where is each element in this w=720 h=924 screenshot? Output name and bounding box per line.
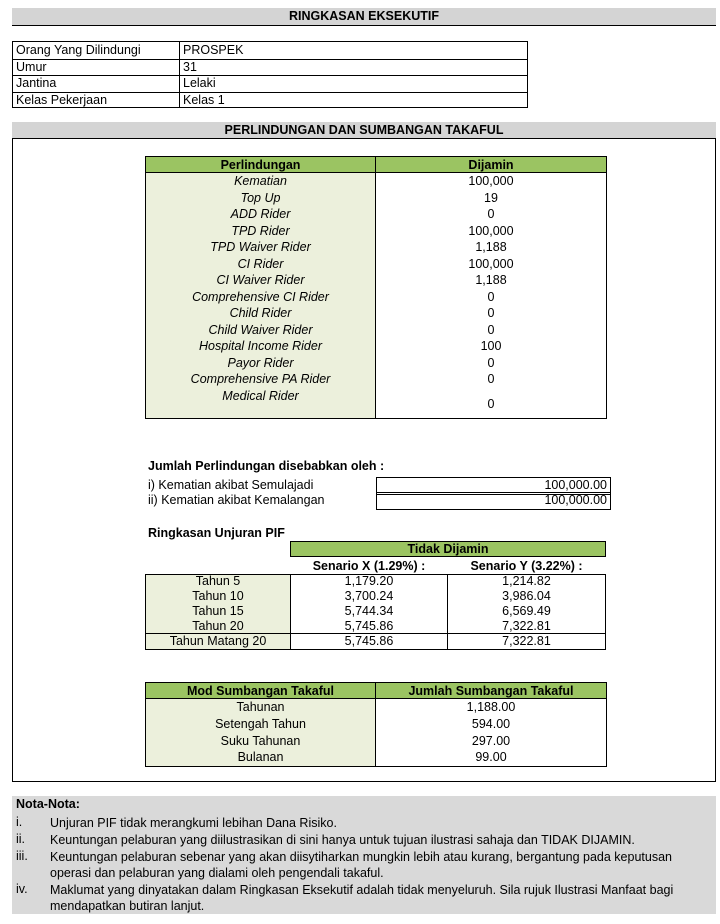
sum-assured-value: 100,000.00	[376, 477, 611, 495]
note-number: i.	[16, 815, 23, 829]
pif-year-label: Tahun 15	[192, 604, 244, 618]
info-label: Orang Yang Dilindungi	[16, 43, 141, 57]
contribution-amount: 594.00	[471, 717, 511, 731]
pif-x-value: 1,179.20	[344, 574, 394, 588]
protection-name: Child Waiver Rider	[208, 322, 313, 337]
protection-name: CI Waiver Rider	[216, 273, 305, 287]
pif-heading: Ringkasan Unjuran PIF	[148, 526, 285, 540]
note-text: Keuntungan pelaburan sebenar yang akan diisytiharkan mungkin lebih atau kurang, bergantung pada keputusan operasi dan pelaburan yang dialami oleh pengendali takaful.	[50, 850, 672, 880]
protection-value: 100,000	[468, 174, 514, 188]
protection-value: 0	[487, 322, 495, 337]
contribution-amount: 1,188.00	[466, 700, 516, 714]
info-value: Kelas 1	[179, 92, 527, 109]
note-number: ii.	[16, 832, 26, 846]
info-value: Lelaki	[179, 75, 527, 92]
pif-maturity-y-value: 7,322.81	[502, 634, 551, 648]
protection-header: Perlindungan	[145, 156, 376, 173]
note-text: Keuntungan pelaburan yang diilustrasikan di sini hanya untuk tujuan ilustrasi sahaja dan TIDAK DIJAMIN.	[50, 833, 635, 847]
pif-x-value: 5,745.86	[344, 619, 394, 633]
contribution-mode-header: Mod Sumbangan Takaful	[145, 682, 376, 699]
protection-value: 100,000	[468, 223, 514, 238]
contribution-amount: 297.00	[471, 734, 511, 748]
protection-value: 0	[487, 397, 495, 411]
protection-name: Medical Rider	[222, 388, 299, 403]
contribution-amount: 99.00	[475, 750, 507, 764]
info-row-age	[13, 59, 527, 77]
pif-year-label: Tahun 5	[195, 574, 241, 588]
protection-value: 0	[487, 289, 495, 304]
info-label: Umur	[16, 59, 47, 74]
pif-maturity-x-value: 5,745.86	[344, 634, 394, 648]
pif-y-value: 6,569.49	[502, 604, 551, 618]
info-value: PROSPEK	[179, 42, 527, 59]
sum-assured-label: ii) Kematian akibat Kemalangan	[148, 493, 325, 507]
scenario-x-header: Senario X (1.29%) :	[312, 559, 426, 573]
protection-name: CI Rider	[237, 256, 284, 271]
protection-name: Hospital Income Rider	[199, 339, 322, 353]
pif-y-value: 1,214.82	[502, 574, 551, 588]
sum-assured-value: 100,000.00	[376, 492, 611, 510]
note-text: Unjuran PIF tidak merangkumi lebihan Dana Risiko.	[50, 816, 337, 830]
protection-value: 0	[487, 372, 495, 386]
info-row-gender	[13, 75, 527, 93]
section-title: PERLINDUNGAN DAN SUMBANGAN TAKAFUL	[12, 122, 716, 139]
guaranteed-header: Dijamin	[375, 156, 607, 173]
protection-value: 100,000	[468, 256, 514, 271]
sum-assured-heading: Jumlah Perlindungan disebabkan oleh :	[148, 459, 385, 473]
protection-name: Top Up	[240, 190, 281, 205]
info-value: 31	[179, 59, 527, 76]
protection-value: 1,188	[475, 273, 507, 287]
protection-name: Comprehensive PA Rider	[190, 372, 331, 386]
protection-value: 0	[487, 355, 495, 370]
contribution-mode: Setengah Tahun	[215, 717, 306, 731]
sum-assured-label: i) Kematian akibat Semulajadi	[148, 478, 314, 492]
info-label: Kelas Pekerjaan	[16, 92, 108, 107]
protection-value: 1,188	[475, 240, 507, 254]
contribution-mode: Tahunan	[236, 700, 285, 714]
insured-info-table	[12, 41, 528, 108]
protection-value: 0	[487, 207, 495, 221]
contribution-amount-header: Jumlah Sumbangan Takaful	[375, 682, 607, 699]
protection-name: Kematian	[234, 174, 287, 188]
protection-value: 0	[487, 306, 495, 320]
protection-name: Comprehensive CI Rider	[192, 289, 329, 304]
protection-value: 100	[480, 339, 502, 353]
info-row-insured	[13, 42, 527, 60]
page-title: RINGKASAN EKSEKUTIF	[12, 8, 716, 26]
pif-y-value: 3,986.04	[502, 589, 551, 603]
pif-x-value: 3,700.24	[344, 589, 394, 603]
pif-year-label: Tahun 10	[192, 589, 244, 603]
pif-y-value: 7,322.81	[502, 619, 551, 633]
note-number: iv.	[16, 882, 28, 896]
pif-x-value: 5,744.34	[344, 604, 394, 618]
info-label: Jantina	[16, 76, 57, 90]
not-guaranteed-header: Tidak Dijamin	[290, 541, 606, 557]
note-text: Maklumat yang dinyatakan dalam Ringkasan Eksekutif adalah tidak menyeluruh. Sila rujuk Ilustrasi Manfaat bagi mendapatkan butiran lanjut.	[50, 883, 674, 913]
protection-name: ADD Rider	[230, 207, 291, 221]
protection-value: 19	[484, 190, 498, 205]
protection-name: Payor Rider	[227, 355, 294, 370]
protection-name: TPD Waiver Rider	[210, 240, 311, 254]
protection-name: TPD Rider	[231, 223, 290, 238]
protection-name: Child Rider	[229, 306, 292, 320]
notes-title: Nota-Nota:	[16, 797, 80, 811]
note-number: iii.	[16, 849, 28, 863]
info-row-occupation-class	[13, 92, 527, 109]
contribution-mode: Suku Tahunan	[220, 734, 301, 748]
contribution-mode: Bulanan	[237, 750, 284, 764]
pif-maturity-label: Tahun Matang 20	[169, 634, 267, 648]
scenario-y-header: Senario Y (3.22%) :	[470, 559, 583, 573]
pif-year-label: Tahun 20	[192, 619, 244, 633]
